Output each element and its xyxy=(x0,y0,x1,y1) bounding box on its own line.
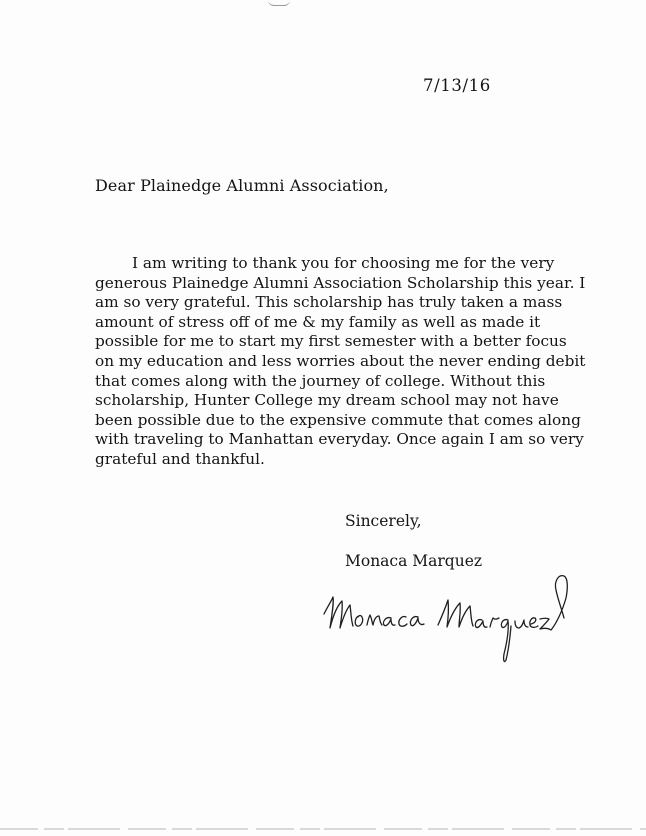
body-line: with traveling to Manhattan everyday. Once again I am so very xyxy=(95,430,584,449)
scan-edge-line xyxy=(0,828,646,830)
body-line: I am writing to thank you for choosing me for the very xyxy=(132,254,555,272)
body-line: that comes along with the journey of college. Without this xyxy=(95,371,546,390)
body-line: generous Plainedge Alumni Association Scholarship this year. I xyxy=(95,273,586,292)
typed-name: Monaca Marquez xyxy=(345,552,483,570)
closing: Sincerely, xyxy=(345,512,422,530)
body-line: amount of stress off of me & my family as well as made it xyxy=(95,312,541,331)
body-line: grateful and thankful. xyxy=(95,449,265,468)
scan-punch-mark xyxy=(268,0,290,6)
handwritten-signature xyxy=(318,570,582,676)
body-line: scholarship, Hunter College my dream school may not have xyxy=(95,391,559,410)
body-line: possible for me to start my first semester with a better focus xyxy=(95,332,567,351)
body-line: am so very grateful. This scholarship has truly taken a mass xyxy=(95,293,563,312)
body-line: on my education and less worries about the never ending debit xyxy=(95,351,586,370)
letter-date: 7/13/16 xyxy=(423,76,491,95)
body-line: been possible due to the expensive commute that comes along xyxy=(95,410,581,429)
letter-body xyxy=(95,254,586,470)
salutation: Dear Plainedge Alumni Association, xyxy=(95,176,389,195)
